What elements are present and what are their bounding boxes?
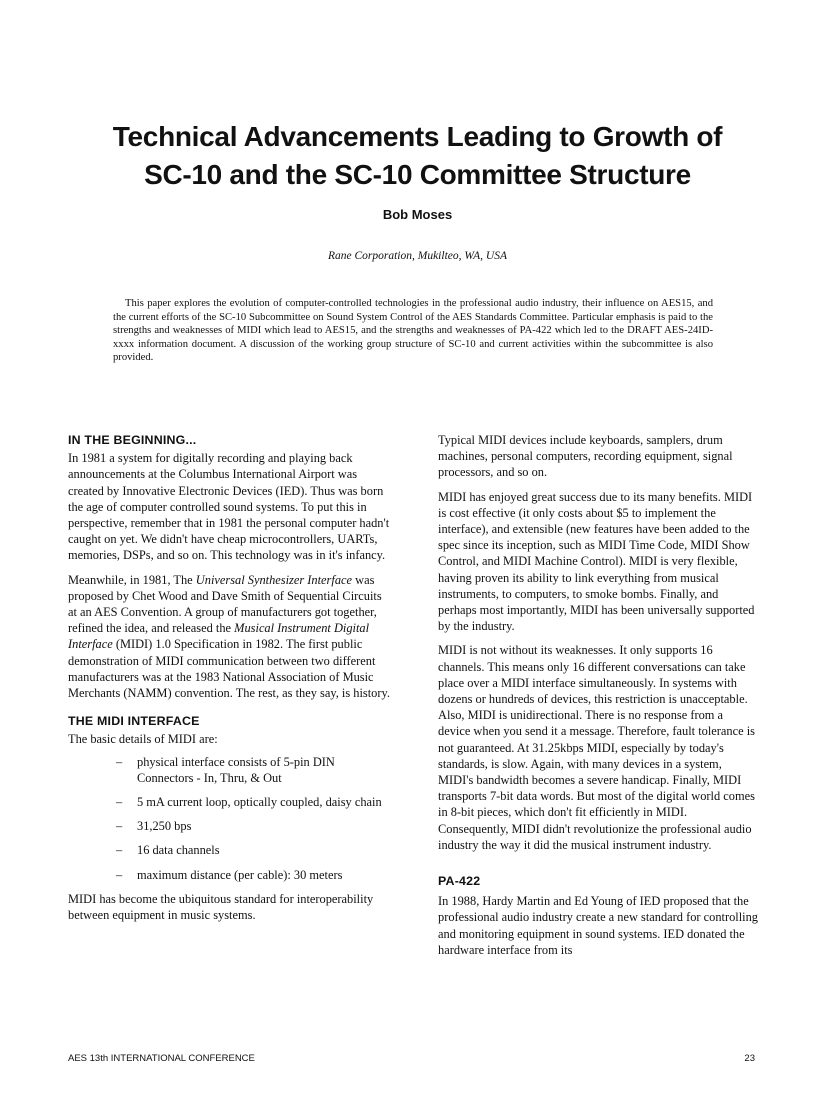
right-column [438,432,758,966]
paragraph-pa-422: In 1988, Hardy Martin and Ed Young of IED proposed that the professional audio industry create a new standard for controlling and monitoring equipment in sound systems. IED donated the hardware interface from its [438,894,758,957]
paragraph-right-2: MIDI has enjoyed great success due to its many benefits. MIDI is cost effective (it only costs about $5 to implement the interface), and extensible (new features have been added to the spec since its inception, such as MIDI Time Code, MIDI Show Control, and MIDI Machine Control). MIDI is very flexible, having proven its ability to link everything from musical instruments, to computers, to smoke bombs. Finally, and perhaps most importantly, MIDI has been universally supported by the industry. [438,489,755,634]
paragraph-beginning-1: In 1981 a system for digitally recording and playing back announcements at the Columbus International Airport was created by Innovative Electronic Devices (IED). Thus was born the age of computer controlled sound systems. To put this in perspective, remember that in 1981 the personal computer hadn't caught on yet. We didn't have cheap microcontrollers, UARTs, memories, DSPs, and so on. This technology was in it's infancy. [68,451,390,563]
list-item [68,867,390,883]
list-item-text: 16 data channels [137,843,220,858]
dash-bullet: – [116,795,123,810]
dash-bullet: – [116,754,123,769]
midi-intro: The basic details of MIDI are: [68,732,218,747]
midi-outro: MIDI has become the ubiquitous standard for interoperability between equipment in music systems. [68,891,374,923]
paragraph-right-1: Typical MIDI devices include keyboards, samplers, drum machines, personal computers, recording equipment, signal processors, and so on. [438,433,733,480]
list-item [68,818,390,834]
midi-specs-list [68,754,390,883]
dash-bullet: – [116,867,123,882]
text-run: Meanwhile, in 1981, The [68,572,196,587]
section-heading-pa-422: PA-422 [438,874,481,889]
page-number: 23 [744,1053,755,1064]
paper-title [40,118,795,194]
list-item [68,754,390,786]
paragraph-beginning-2 [68,572,390,702]
list-item [68,794,390,810]
emphasis-usi: Universal Synthesizer Interface [195,572,353,587]
section-heading-midi-interface: THE MIDI INTERFACE [68,714,200,729]
list-item-text: 5 mA current loop, optically coupled, daisy chain [137,795,382,810]
author-affiliation: Rane Corporation, Mukilteo, WA, USA [327,250,508,262]
section-heading-beginning: IN THE BEGINNING... [68,433,197,447]
list-item-text: maximum distance (per cable): 30 meters [137,867,343,882]
paragraph-right-3: MIDI is not without its weaknesses. It only supports 16 channels. This means only 16 different conversations can take place over a MIDI interface simultaneously. In systems with dozens or hundreds of devices, this restriction is unacceptable. Also, MIDI is unidirectional. There is no response from a device when you send it a message. Therefore, fault tolerance is not guaranteed. At 31.25kbps MIDI, especially by today's standards, is slow. Again, with many devices in a system, MIDI's bandwidth becomes a severe handicap. Finally, MIDI transports 7-bit data words. But most of the digital world comes in 8-bit pieces, which don't fit efficiently in MIDI. Consequently, MIDI didn't revolutionize the professional audio industry the way it did the musical instrument industry. [438,643,755,852]
list-item [68,842,390,858]
list-item-text: 31,250 bps [137,819,192,834]
text-run: (MIDI) 1.0 Specification in 1982. The first public demonstration of MIDI communication between two different manufacturers was at the 1983 National Association of Music Merchants (NAMM) convention. The rest, as they say, is history. [68,637,390,701]
emphasis-midi: Musical Instrument Digital Interface [68,621,370,652]
list-item-text: physical interface consists of 5-pin DIN Connectors - In, Thru, & Out [137,754,335,785]
dash-bullet: – [116,819,123,834]
left-column [68,432,390,931]
footer-conference: AES 13th INTERNATIONAL CONFERENCE [68,1053,255,1064]
author-name: Bob Moses [382,207,453,222]
title-line-1: Technical Advancements Leading to Growth of [112,121,723,152]
abstract: This paper explores the evolution of computer-controlled technologies in the professional audio industry, their influence on AES15, and the current efforts of the SC-10 Subcommittee on Sound System Control of the AES Standards Committee. Particular emphasis is paid to the strengths and weaknesses of MIDI which lead to AES15, and the strengths and weaknesses of PA-422 which led to the DRAFT AES-24ID-xxxx information document. A discussion of the working group structure of SC-10 and current activities within the subcommittee is also provided. [113,298,713,364]
dash-bullet: – [116,843,123,858]
text-run: was proposed by Chet Wood and Dave Smith of Sequential Circuits at an AES Convention. A group of manufacturers got together, refined the idea, and released the [68,572,382,636]
title-line-2: SC-10 and the SC-10 Committee Structure [144,159,691,190]
